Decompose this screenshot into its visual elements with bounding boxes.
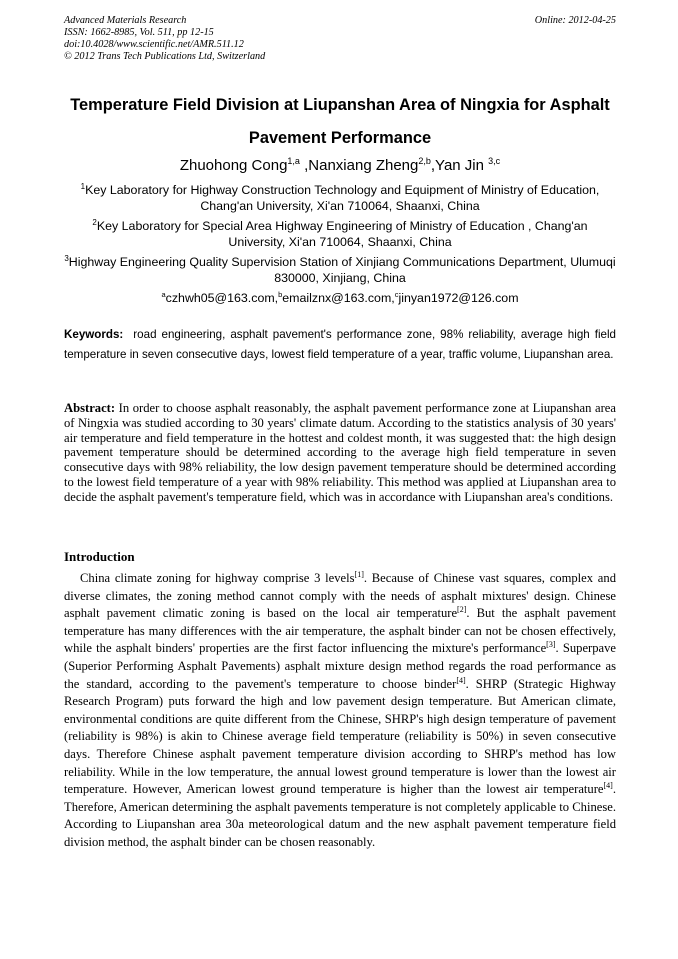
author: ,Nanxiang Zheng$^{2,b}$ <box>299 156 431 174</box>
email-link[interactable]: $^b$emailznx@163.com, <box>278 290 395 305</box>
affiliation-1: $^1$Key Laboratory for Highway Construction Technology and Equipment of Ministry of Education, Chang'an University, Xi'an 710064, Shaanxi, China <box>80 182 600 213</box>
keywords-paragraph <box>64 325 620 364</box>
author: ,Yan Jin $^{3,c}$ <box>430 156 501 174</box>
email-line <box>64 291 616 306</box>
paper-title: Temperature Field Division at Liupanshan Area of Ningxia for Asphalt Pavement Performance <box>70 96 610 147</box>
abstract-paragraph <box>64 401 616 505</box>
citation-ref[interactable]: [4] <box>456 675 466 685</box>
citation-ref[interactable]: [1] <box>354 570 364 579</box>
abstract-text: In order to choose asphalt reasonably, the asphalt pavement performance zone at Liupanshan area of Ningxia was studied according to 30 years' climate datum. According to the statistics analysis of 30 years' air temperature and field temperature in the hottest and coldest month, it was suggested that: the high design pavement temperature should be determined according to the average high field temperature in seven consecutive days with 98% reliability, the low design pavement temperature should be determined according to the lowest field temperature of a year with 98% reliability. This method was applied at Liupanshan area to decide the asphalt pavement's temperature field, which was in accordance with Liupanshan area's conditions. <box>64 401 616 504</box>
author-line <box>64 156 616 176</box>
citation-ref[interactable]: [3] <box>546 640 556 650</box>
author: Zhuohong Cong$^{1,a}$ <box>179 156 300 174</box>
doi-line: doi:10.4028/www.scientific.net/AMR.511.12 <box>64 39 244 50</box>
citation-ref[interactable]: [2] <box>457 605 467 615</box>
section-heading: Introduction <box>64 549 135 564</box>
email-link[interactable]: $^a$czhwh05@163.com, <box>161 290 279 305</box>
issn-line: ISSN: 1662-8985, Vol. 511, pp 12-15 <box>64 27 214 38</box>
citation-ref[interactable]: [4] <box>603 781 613 791</box>
keywords-label: Keywords: <box>64 328 124 341</box>
journal-header <box>64 15 616 63</box>
keywords-text: road engineering, asphalt pavement's performance zone, 98% reliability, average high field temperature in seven consecutive days, lowest field temperature of a year, traffic volume, Liupanshan area. <box>64 328 620 361</box>
email-link[interactable]: $^c$jinyan1972@126.com <box>394 290 519 305</box>
affiliation-2: $^2$Key Laboratory for Special Area Highway Engineering of Ministry of Education , Chang'an University, Xi'an 710064, Shaanxi, China <box>92 218 588 249</box>
abstract-label: Abstract: <box>64 401 116 415</box>
introduction-paragraph: China climate zoning for highway comprise 3 levels[1]. Because of Chinese vast squares, complex and diverse climates, the zoning method cannot comply with the needs of asphalt mixtures' design. Chinese asphalt pavement climatic zoning is based on the local air temperature[2]. But the asphalt pavement temperature has many differences with the air temperature, the asphalt binder can not be chosen effectively, while the asphalt binders' properties are the first factor influencing the mixture's performance[3]. Superpave (Superior Performing Asphalt Pavements) asphalt mixture design method regards the road performance as the standard, according to the pavement's temperature to choose binder[4]. SHRP (Strategic Highway Research Program) puts forward the high and low pavement design temperature. But American climate, environmental conditions are quite different from the Chinese, SHRP's high design temperature of pavement (reliability is 98%) is akin to Chinese average field temperature (reliability is 50%) in seven consecutive days. Therefore Chinese asphalt pavement temperature division according to SHRP's method has low reliability. While in the low temperature, the annual lowest ground temperature is lower than the lowest air temperature. However, American lowest ground temperature is higher than the lowest air temperature[4]. Therefore, American determining the asphalt pavements temperature is not completely applicable to Chinese. According to Liupanshan area 30a meteorological datum and the new asphalt pavement temperature field division method, the asphalt binder can be chosen reasonably. <box>64 570 616 849</box>
journal-name: Advanced Materials Research <box>64 15 187 26</box>
affiliation-3: $^3$Highway Engineering Quality Supervision Station of Xinjiang Communications Department, Ulumuqi 830000, Xinjiang, China <box>64 254 616 285</box>
copyright-line: © 2012 Trans Tech Publications Ltd, Switzerland <box>64 51 266 62</box>
online-date: Online: 2012-04-25 <box>534 15 616 26</box>
